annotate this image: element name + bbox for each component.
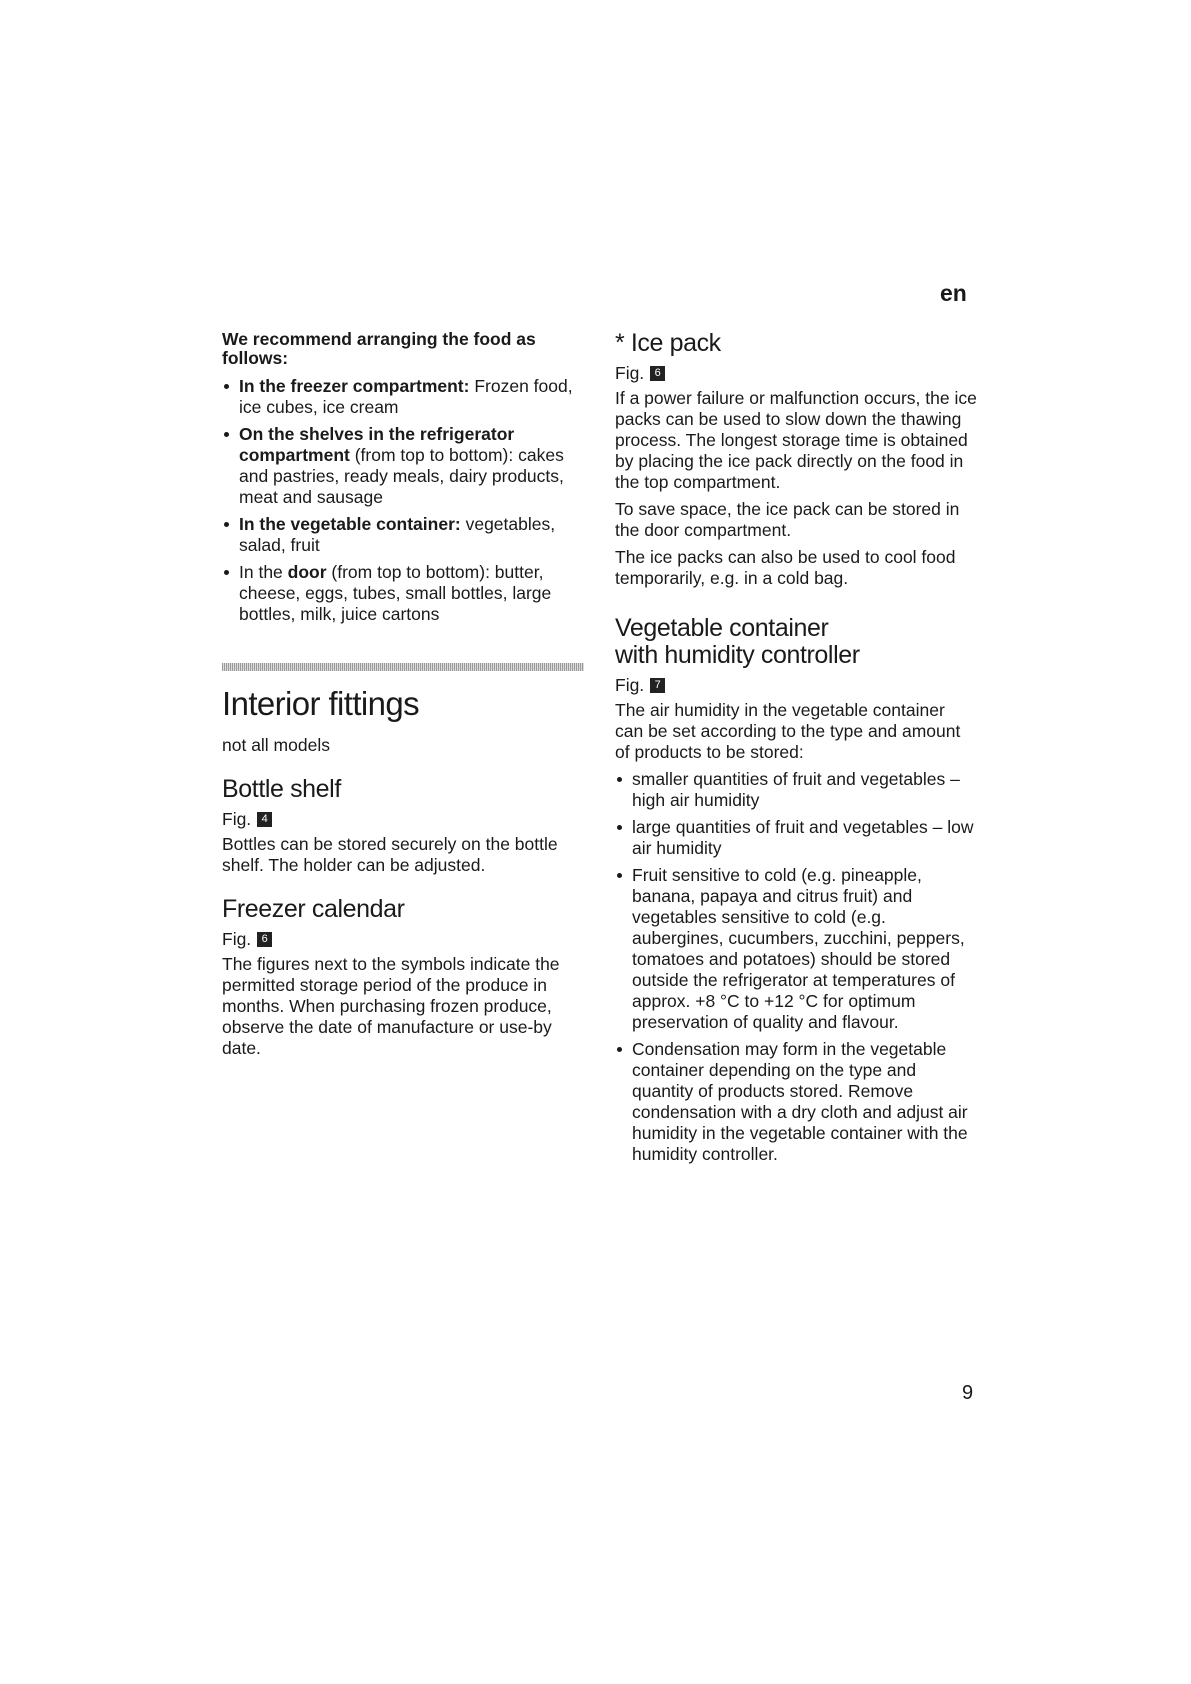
- right-column: [615, 330, 977, 1171]
- bottle-shelf-heading: Bottle shelf: [222, 775, 341, 803]
- left-column: [222, 330, 584, 1059]
- arrangement-intro: We recommend arranging the food as follows:: [222, 329, 536, 368]
- figure-reference: Fig. 4: [222, 809, 584, 830]
- list-item: large quantities of fruit and vegetables – low air humidity: [615, 817, 977, 859]
- figure-number-badge: 6: [650, 366, 665, 381]
- vegetable-intro: The air humidity in the vegetable container can be set according to the type and amount of products to be stored:: [615, 700, 961, 762]
- list-item: In the vegetable container: vegetables, salad, fruit: [222, 514, 584, 556]
- ice-pack-paragraph: The ice packs can also be used to cool food temporarily, e.g. in a cold bag.: [615, 547, 956, 588]
- bullet-icon: [617, 825, 622, 830]
- freezer-calendar-text: The figures next to the symbols indicate the permitted storage period of the produce in months. When purchasing frozen produce, observe the date of manufacture or use-by date.: [222, 954, 560, 1058]
- humidity-list: [615, 769, 977, 1165]
- ice-pack-heading: * Ice pack: [615, 329, 721, 357]
- language-code: en: [940, 280, 967, 306]
- figure-reference: Fig. 7: [615, 675, 977, 696]
- figure-number-badge: 6: [257, 932, 272, 947]
- ice-pack-paragraph: To save space, the ice pack can be stored in the door compartment.: [615, 499, 960, 540]
- figure-number-badge: 4: [257, 812, 272, 827]
- vegetable-container-heading: Vegetable container with humidity controller: [615, 614, 860, 669]
- bullet-icon: [617, 1047, 622, 1052]
- arrangement-list: [222, 376, 584, 625]
- list-item: Condensation may form in the vegetable container depending on the type and quantity of products stored. Remove condensation with a dry cloth and adjust air humidity in the vegetable container with the humidity controller.: [615, 1039, 977, 1165]
- bullet-icon: [224, 570, 229, 575]
- freezer-calendar-heading: Freezer calendar: [222, 895, 405, 923]
- figure-reference: Fig. 6: [222, 929, 584, 950]
- figure-reference: Fig. 6: [615, 363, 977, 384]
- bullet-icon: [617, 777, 622, 782]
- section-note: not all models: [222, 735, 330, 755]
- bullet-icon: [617, 873, 622, 878]
- bullet-icon: [224, 522, 229, 527]
- ice-pack-paragraph: If a power failure or malfunction occurs, the ice packs can be used to slow down the thawing process. The longest storage time is obtained by placing the ice pack directly on the food in the top compartment.: [615, 388, 977, 492]
- list-item: In the freezer compartment: Frozen food, ice cubes, ice cream: [222, 376, 584, 418]
- bullet-icon: [224, 432, 229, 437]
- bottle-shelf-text: Bottles can be stored securely on the bottle shelf. The holder can be adjusted.: [222, 834, 558, 875]
- section-title: Interior fittings: [222, 685, 420, 722]
- list-item: Fruit sensitive to cold (e.g. pineapple, banana, papaya and citrus fruit) and vegetables sensitive to cold (e.g. aubergines, cucumbers, zucchini, peppers, tomatoes and potatoes) should be stored outside the refrigerator at temperatures of approx. +8 °C to +12 °C for optimum preservation of quality and flavour.: [615, 865, 977, 1033]
- bullet-icon: [224, 384, 229, 389]
- section-divider: [222, 663, 584, 671]
- list-item: In the door (from top to bottom): butter, cheese, eggs, tubes, small bottles, large bottles, milk, juice cartons: [222, 562, 584, 625]
- page-number: 9: [962, 1382, 974, 1404]
- figure-number-badge: 7: [650, 678, 665, 693]
- list-item: On the shelves in the refrigerator compartment (from top to bottom): cakes and pastries, ready meals, dairy products, meat and sausage: [222, 424, 584, 508]
- list-item: smaller quantities of fruit and vegetables – high air humidity: [615, 769, 977, 811]
